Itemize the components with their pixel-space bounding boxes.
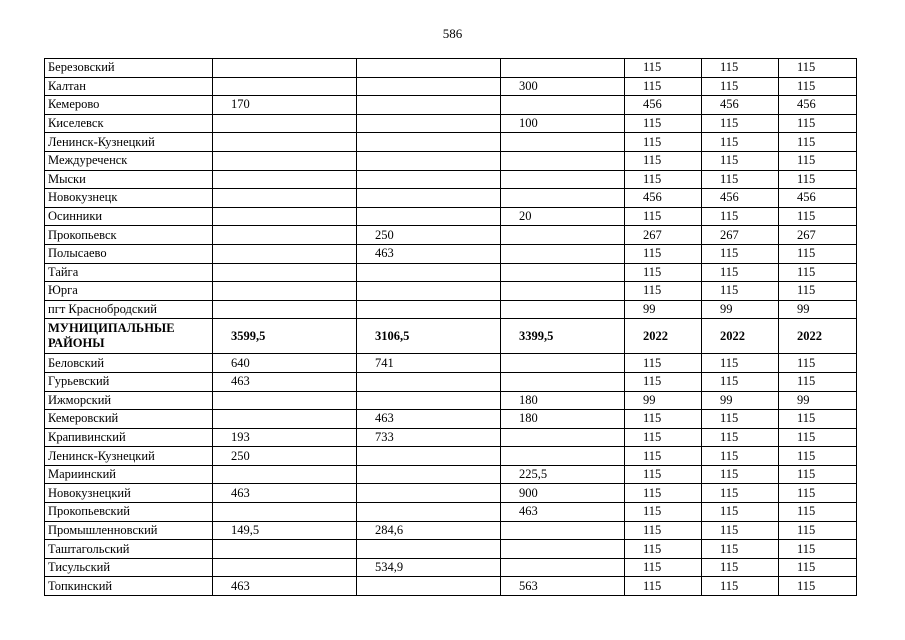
row-label-cell: Новокузнецк [45, 189, 213, 208]
value-cell: 115 [779, 263, 857, 282]
value-cell: 463 [213, 577, 357, 596]
row-label-cell: Ленинск-Кузнецкий [45, 447, 213, 466]
value-cell: 456 [625, 189, 702, 208]
value-cell: 741 [357, 354, 501, 373]
value-cell: 99 [779, 300, 857, 319]
row-label-cell: Осинники [45, 207, 213, 226]
value-cell [501, 428, 625, 447]
row-label-cell: Березовский [45, 59, 213, 78]
section-row [45, 319, 857, 354]
value-cell: 115 [702, 410, 779, 429]
value-cell: 563 [501, 577, 625, 596]
row-label-cell: Мыски [45, 170, 213, 189]
table-row [45, 447, 857, 466]
value-cell: 20 [501, 207, 625, 226]
value-cell: 463 [213, 484, 357, 503]
value-cell [213, 558, 357, 577]
value-cell [501, 151, 625, 170]
value-cell: 2022 [625, 319, 702, 354]
table-row [45, 244, 857, 263]
value-cell: 115 [779, 577, 857, 596]
value-cell: 115 [702, 59, 779, 78]
value-cell: 3106,5 [357, 319, 501, 354]
value-cell: 115 [625, 484, 702, 503]
value-cell: 115 [779, 114, 857, 133]
value-cell: 115 [702, 354, 779, 373]
value-cell: 267 [625, 226, 702, 245]
row-label-cell: Юрга [45, 282, 213, 301]
value-cell: 2022 [702, 319, 779, 354]
table-row [45, 77, 857, 96]
table-row [45, 558, 857, 577]
row-label-cell: Мариинский [45, 465, 213, 484]
value-cell: 115 [625, 540, 702, 559]
row-label-cell: Крапивинский [45, 428, 213, 447]
row-label-cell: Таштагольский [45, 540, 213, 559]
value-cell: 115 [702, 207, 779, 226]
value-cell [213, 282, 357, 301]
value-cell: 115 [702, 77, 779, 96]
value-cell: 115 [779, 244, 857, 263]
value-cell: 115 [625, 372, 702, 391]
value-cell [213, 503, 357, 522]
value-cell [213, 226, 357, 245]
value-cell: 456 [779, 189, 857, 208]
value-cell: 267 [779, 226, 857, 245]
value-cell: 115 [779, 503, 857, 522]
value-cell: 99 [702, 391, 779, 410]
value-cell: 3599,5 [213, 319, 357, 354]
value-cell [357, 189, 501, 208]
value-cell: 115 [702, 244, 779, 263]
value-cell [357, 207, 501, 226]
value-cell: 250 [213, 447, 357, 466]
value-cell: 225,5 [501, 465, 625, 484]
value-cell: 115 [625, 428, 702, 447]
value-cell [357, 114, 501, 133]
value-cell [213, 540, 357, 559]
value-cell: 463 [501, 503, 625, 522]
value-cell [501, 521, 625, 540]
row-label-cell: Прокопьевский [45, 503, 213, 522]
value-cell [501, 263, 625, 282]
value-cell [213, 151, 357, 170]
value-cell: 115 [625, 207, 702, 226]
table-row [45, 151, 857, 170]
value-cell: 115 [625, 244, 702, 263]
value-cell [357, 300, 501, 319]
value-cell: 115 [779, 151, 857, 170]
value-cell [501, 282, 625, 301]
value-cell: 733 [357, 428, 501, 447]
table-row [45, 59, 857, 78]
row-label-cell: Гурьевский [45, 372, 213, 391]
value-cell: 115 [702, 484, 779, 503]
value-cell: 115 [702, 465, 779, 484]
value-cell [357, 282, 501, 301]
value-cell [501, 372, 625, 391]
value-cell [357, 263, 501, 282]
value-cell: 115 [779, 170, 857, 189]
table-row [45, 540, 857, 559]
row-label-cell: Калтан [45, 77, 213, 96]
table-row [45, 503, 857, 522]
value-cell: 3399,5 [501, 319, 625, 354]
value-cell [213, 170, 357, 189]
value-cell [213, 410, 357, 429]
table-body [45, 59, 857, 596]
value-cell [501, 189, 625, 208]
value-cell [357, 577, 501, 596]
value-cell [357, 447, 501, 466]
value-cell: 115 [625, 263, 702, 282]
value-cell [357, 151, 501, 170]
value-cell [501, 226, 625, 245]
value-cell: 115 [779, 77, 857, 96]
value-cell [213, 263, 357, 282]
value-cell: 180 [501, 391, 625, 410]
row-label-cell: Беловский [45, 354, 213, 373]
value-cell: 115 [779, 282, 857, 301]
table-row [45, 226, 857, 245]
value-cell: 99 [702, 300, 779, 319]
value-cell: 456 [625, 96, 702, 115]
table-row [45, 484, 857, 503]
value-cell [357, 59, 501, 78]
table-row [45, 428, 857, 447]
value-cell: 115 [702, 521, 779, 540]
value-cell: 284,6 [357, 521, 501, 540]
table-row [45, 410, 857, 429]
table-row [45, 300, 857, 319]
value-cell [213, 133, 357, 152]
value-cell: 115 [702, 263, 779, 282]
value-cell: 149,5 [213, 521, 357, 540]
row-label-cell: Ленинск-Кузнецкий [45, 133, 213, 152]
value-cell: 115 [779, 354, 857, 373]
value-cell: 115 [702, 282, 779, 301]
value-cell: 115 [625, 465, 702, 484]
value-cell: 115 [779, 447, 857, 466]
table-row [45, 133, 857, 152]
value-cell: 115 [702, 133, 779, 152]
value-cell [213, 207, 357, 226]
value-cell: 115 [779, 521, 857, 540]
value-cell: 193 [213, 428, 357, 447]
value-cell [501, 96, 625, 115]
row-label-cell: Междуреченск [45, 151, 213, 170]
value-cell [501, 447, 625, 466]
table-row [45, 170, 857, 189]
value-cell [357, 170, 501, 189]
value-cell [213, 59, 357, 78]
value-cell: 180 [501, 410, 625, 429]
page-number: 586 [442, 26, 463, 41]
value-cell: 115 [625, 77, 702, 96]
table-row [45, 282, 857, 301]
value-cell: 115 [625, 447, 702, 466]
row-label-cell: Полысаево [45, 244, 213, 263]
value-cell: 115 [702, 503, 779, 522]
value-cell: 115 [779, 558, 857, 577]
value-cell [501, 133, 625, 152]
value-cell [501, 558, 625, 577]
value-cell: 115 [625, 521, 702, 540]
value-cell: 640 [213, 354, 357, 373]
value-cell [357, 503, 501, 522]
row-label-cell: Прокопьевск [45, 226, 213, 245]
value-cell: 2022 [779, 319, 857, 354]
row-label-cell: Кемеровский [45, 410, 213, 429]
value-cell: 99 [625, 300, 702, 319]
table-row [45, 189, 857, 208]
value-cell: 115 [702, 151, 779, 170]
table-row [45, 207, 857, 226]
value-cell [213, 189, 357, 208]
value-cell: 115 [702, 558, 779, 577]
value-cell: 267 [702, 226, 779, 245]
value-cell: 99 [779, 391, 857, 410]
value-cell [357, 372, 501, 391]
row-label-cell: Тисульский [45, 558, 213, 577]
value-cell: 115 [779, 133, 857, 152]
value-cell: 534,9 [357, 558, 501, 577]
value-cell: 115 [779, 59, 857, 78]
row-label-cell: Тайга [45, 263, 213, 282]
value-cell: 456 [779, 96, 857, 115]
value-cell: 100 [501, 114, 625, 133]
value-cell [501, 170, 625, 189]
value-cell: 170 [213, 96, 357, 115]
value-cell: 115 [779, 410, 857, 429]
value-cell: 115 [779, 465, 857, 484]
value-cell: 115 [625, 577, 702, 596]
value-cell: 300 [501, 77, 625, 96]
value-cell: 115 [702, 577, 779, 596]
value-cell: 115 [779, 540, 857, 559]
value-cell [357, 96, 501, 115]
row-label-cell: Ижморский [45, 391, 213, 410]
value-cell [357, 465, 501, 484]
table-row [45, 577, 857, 596]
value-cell: 115 [702, 447, 779, 466]
value-cell [501, 540, 625, 559]
value-cell: 115 [702, 372, 779, 391]
value-cell: 456 [702, 189, 779, 208]
value-cell [501, 244, 625, 263]
value-cell: 115 [779, 484, 857, 503]
value-cell: 115 [702, 170, 779, 189]
value-cell [213, 77, 357, 96]
value-cell [501, 59, 625, 78]
value-cell: 115 [625, 558, 702, 577]
value-cell: 115 [779, 428, 857, 447]
value-cell [213, 244, 357, 263]
value-cell: 463 [357, 410, 501, 429]
row-label-cell: МУНИЦИПАЛЬНЫЕ РАЙОНЫ [45, 319, 213, 354]
value-cell: 456 [702, 96, 779, 115]
value-cell: 900 [501, 484, 625, 503]
value-cell: 115 [702, 114, 779, 133]
value-cell: 99 [625, 391, 702, 410]
value-cell: 115 [625, 151, 702, 170]
value-cell [357, 77, 501, 96]
row-label-cell: Топкинский [45, 577, 213, 596]
value-cell: 115 [702, 428, 779, 447]
row-label-cell: Новокузнецкий [45, 484, 213, 503]
value-cell [501, 354, 625, 373]
value-cell: 115 [625, 354, 702, 373]
row-label-cell: пгт Краснобродский [45, 300, 213, 319]
table-row [45, 391, 857, 410]
value-cell: 115 [625, 170, 702, 189]
table-row [45, 263, 857, 282]
value-cell [213, 391, 357, 410]
value-cell: 463 [213, 372, 357, 391]
value-cell: 115 [625, 282, 702, 301]
value-cell: 115 [625, 503, 702, 522]
value-cell: 115 [702, 540, 779, 559]
value-cell: 115 [779, 372, 857, 391]
table-row [45, 354, 857, 373]
value-cell [213, 300, 357, 319]
value-cell [501, 300, 625, 319]
row-label-cell: Киселевск [45, 114, 213, 133]
value-cell: 115 [625, 133, 702, 152]
table-row [45, 96, 857, 115]
value-cell: 115 [625, 59, 702, 78]
value-cell [357, 391, 501, 410]
value-cell [213, 465, 357, 484]
table-row [45, 521, 857, 540]
row-label-cell: Кемерово [45, 96, 213, 115]
table-row [45, 372, 857, 391]
value-cell [357, 540, 501, 559]
value-cell: 115 [779, 207, 857, 226]
data-table [44, 58, 857, 596]
table-row [45, 114, 857, 133]
value-cell [357, 133, 501, 152]
value-cell: 250 [357, 226, 501, 245]
value-cell: 115 [625, 114, 702, 133]
table-row [45, 465, 857, 484]
row-label-cell: Промышленновский [45, 521, 213, 540]
value-cell [357, 484, 501, 503]
value-cell: 463 [357, 244, 501, 263]
value-cell: 115 [625, 410, 702, 429]
value-cell [213, 114, 357, 133]
